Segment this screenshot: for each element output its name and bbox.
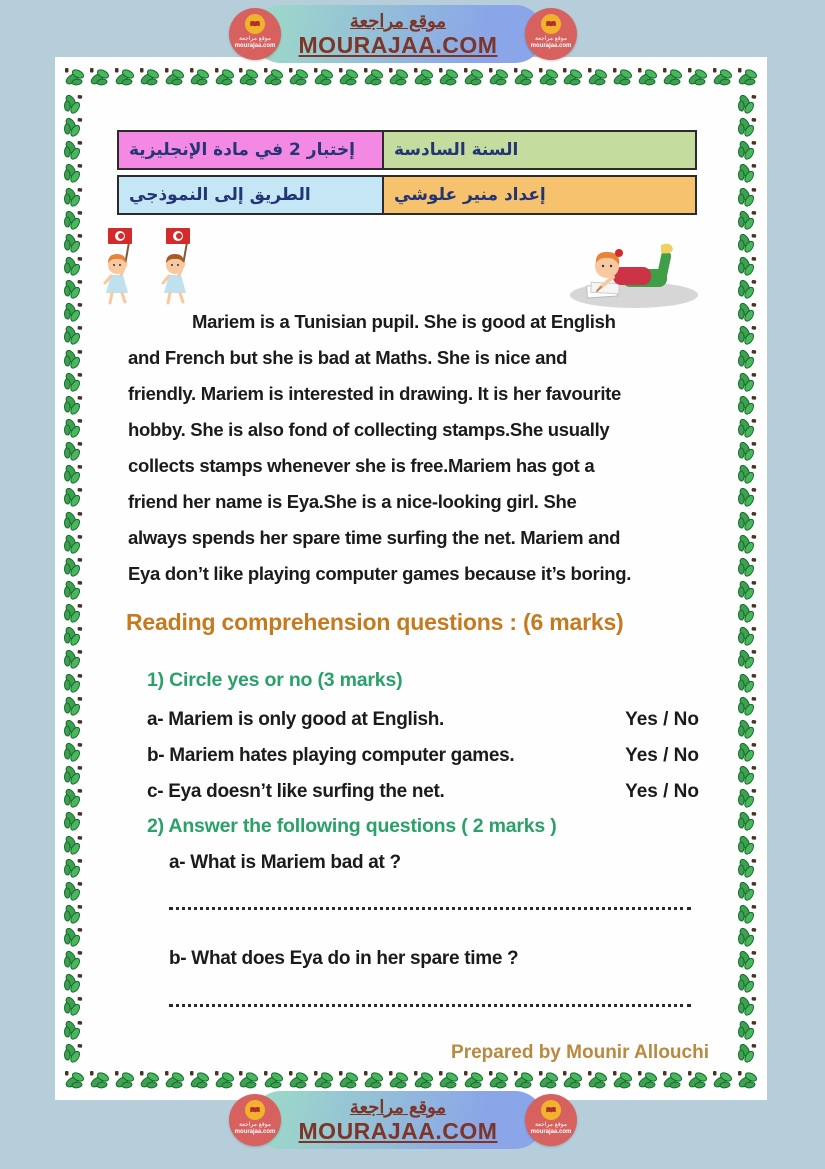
reading-line: and French but she is bad at Maths. She is nice and: [128, 347, 568, 368]
logo-text-arabic: موقع مراجعة: [534, 1122, 568, 1128]
site-banner-top: [0, 3, 825, 67]
header-table: [117, 130, 701, 215]
reading-passage: [128, 304, 703, 592]
reading-line: friend her name is Eya.She is a nice-looking girl. She: [128, 491, 577, 512]
logo-text-url: mourajaa.com: [530, 1129, 572, 1135]
reading-line: collects stamps whenever she is free.Mariem has got a: [128, 455, 595, 476]
book-badge-icon: [245, 1100, 265, 1120]
logo-text-arabic: موقع مراجعة: [534, 36, 568, 42]
yes-no-choice: Yes / No: [625, 745, 699, 766]
open-question-text: a- What is Mariem bad at ?: [169, 852, 401, 873]
logo-text-arabic: موقع مراجعة: [238, 1122, 272, 1128]
site-banner-pill: [252, 1091, 544, 1149]
prepared-by-credit: Prepared by Mounir Allouchi: [451, 1042, 709, 1063]
reading-line: Mariem is a Tunisian pupil. She is good at English: [192, 311, 616, 332]
site-banner-pill: [252, 5, 544, 63]
header-table-row: [117, 130, 701, 170]
cell-series-title: الطريق إلى النموذجي: [117, 175, 384, 215]
open-question-text: b- What does Eya do in her spare time ?: [169, 948, 519, 969]
girl-drawing-image: [567, 233, 701, 311]
site-url-link[interactable]: MOURAJAA.COM: [298, 1118, 498, 1144]
book-badge-icon: [541, 1100, 561, 1120]
reading-line: always spends her spare time surfing the net. Mariem and: [128, 527, 621, 548]
site-name-arabic: موقع مراجعة: [349, 11, 447, 31]
site-url-link[interactable]: MOURAJAA.COM: [298, 32, 498, 58]
question-text: a- Mariem is only good at English.: [147, 709, 445, 730]
leaf-border-right-icon: [735, 93, 761, 1064]
site-logo-icon: [229, 8, 281, 60]
question-row: [147, 774, 699, 810]
question-text: c- Eya doesn’t like surfing the net.: [147, 781, 445, 802]
logo-text-arabic: موقع مراجعة: [238, 36, 272, 42]
header-table-row: [117, 175, 701, 215]
question1-heading: 1) Circle yes or no (3 marks): [147, 669, 403, 691]
site-name-arabic: موقع مراجعة: [349, 1097, 447, 1117]
kids-with-flags-image: [100, 223, 216, 309]
logo-text-url: mourajaa.com: [234, 1129, 276, 1135]
site-logo-icon: [525, 1094, 577, 1146]
section-title: Reading comprehension questions : (6 marks): [126, 609, 624, 635]
logo-text-url: mourajaa.com: [234, 43, 276, 49]
answer-line: [169, 897, 691, 910]
site-logo-icon: [229, 1094, 281, 1146]
reading-line: hobby. She is also fond of collecting stamps.She usually: [128, 419, 610, 440]
question-row: [147, 738, 699, 774]
reading-line: Eya don’t like playing computer games because it’s boring.: [128, 563, 632, 584]
cell-author: إعداد منير علوشي: [382, 175, 697, 215]
question2-heading: 2) Answer the following questions ( 2 marks ): [147, 815, 557, 837]
logo-text-url: mourajaa.com: [530, 43, 572, 49]
book-badge-icon: [245, 14, 265, 34]
book-badge-icon: [541, 14, 561, 34]
cell-grade-level: السنة السادسة: [382, 130, 697, 170]
site-banner-bottom: [0, 1089, 825, 1153]
yes-no-choice: Yes / No: [625, 781, 699, 802]
yes-no-choice: Yes / No: [625, 709, 699, 730]
question-text: b- Mariem hates playing computer games.: [147, 745, 515, 766]
answer-line: [169, 994, 691, 1007]
site-logo-icon: [525, 8, 577, 60]
leaf-border-left-icon: [61, 93, 87, 1064]
cell-test-title: إختبار 2 في مادة الإنجليزية: [117, 130, 384, 170]
exam-paper-page: [55, 57, 767, 1100]
reading-line: friendly. Mariem is interested in drawing. It is her favourite: [128, 383, 622, 404]
yes-no-question-list: [147, 702, 699, 810]
question-row: [147, 702, 699, 738]
leaf-border-top-icon: [63, 66, 759, 90]
